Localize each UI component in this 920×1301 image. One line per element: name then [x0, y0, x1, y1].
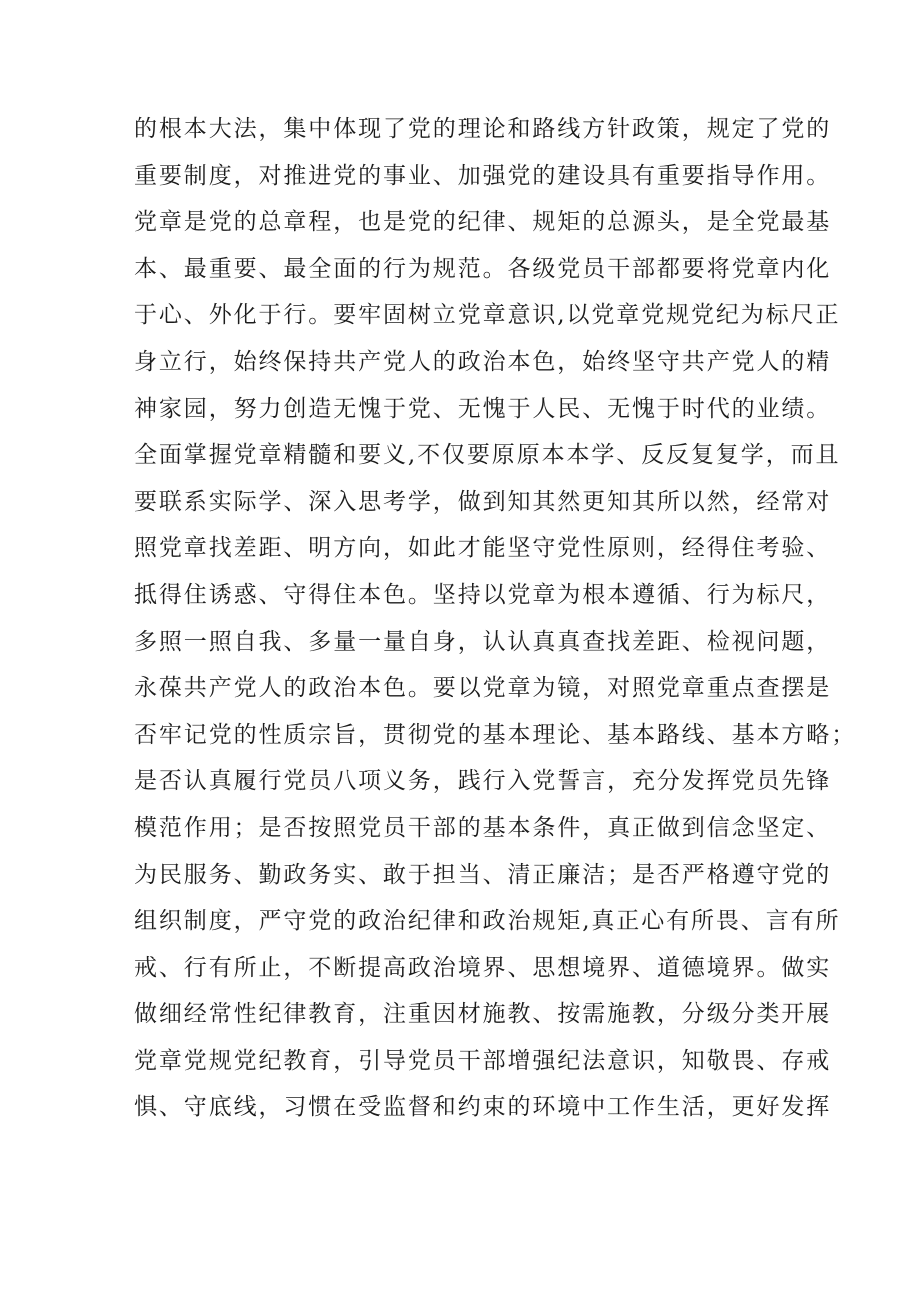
text-line: 组织制度，严守党的政治纪律和政治规矩,真正心有所畏、言有所: [134, 908, 841, 935]
text-line: 重要制度，对推进党的事业、加强党的建设具有重要指导作用。: [134, 162, 832, 189]
text-line: 于心、外化于行。要牢固树立党章意识,以党章党规党纪为标尺正: [134, 302, 841, 329]
text-line: 多照一照自我、多量一量自身，认认真真查找差距、检视问题，: [134, 628, 832, 655]
text-line: 的根本大法，集中体现了党的理论和路线方针政策，规定了党的: [134, 116, 832, 142]
text-line: 模范作用；是否按照党员干部的基本条件，真正做到信念坚定、: [134, 814, 832, 841]
text-line: 为民服务、勤政务实、敢于担当、清正廉洁；是否严格遵守党的: [134, 861, 832, 888]
text-line: 党章党规党纪教育，引导党员干部增强纪法意识，知敬畏、存戒: [134, 1047, 832, 1074]
text-line: 要联系实际学、深入思考学，做到知其然更知其所以然，经常对: [134, 488, 832, 515]
text-line: 身立行，始终保持共产党人的政治本色，始终坚守共产党人的精: [134, 348, 832, 375]
text-line: 全面掌握党章精髓和要义,不仅要原原本本学、反反复复学，而且: [134, 442, 841, 469]
text-line: 惧、守底线，习惯在受监督和约束的环境中工作生活，更好发挥: [134, 1094, 832, 1121]
text-line: 本、最重要、最全面的行为规范。各级党员干部都要将党章内化: [134, 255, 832, 282]
text-line: 是否认真履行党员八项义务，践行入党誓言，充分发挥党员先锋: [134, 768, 832, 795]
text-line: 永葆共产党人的政治本色。要以党章为镜，对照党章重点查摆是: [134, 675, 832, 702]
text-line: 否牢记党的性质宗旨，贯彻党的基本理论、基本路线、基本方略；: [134, 721, 857, 748]
body-text: [134, 106, 857, 1131]
text-line: 戒、行有所止，不断提高政治境界、思想境界、道德境界。做实: [134, 954, 832, 981]
text-line: 抵得住诱惑、守得住本色。坚持以党章为根本遵循、行为标尺，: [134, 581, 832, 608]
text-line: 做细经常性纪律教育，注重因材施教、按需施教，分级分类开展: [134, 1001, 832, 1028]
text-line: 神家园，努力创造无愧于党、无愧于人民、无愧于时代的业绩。: [134, 395, 832, 422]
text-line: 照党章找差距、明方向，如此才能坚守党性原则，经得住考验、: [134, 535, 832, 562]
text-line: 党章是党的总章程，也是党的纪律、规矩的总源头，是全党最基: [134, 209, 832, 236]
